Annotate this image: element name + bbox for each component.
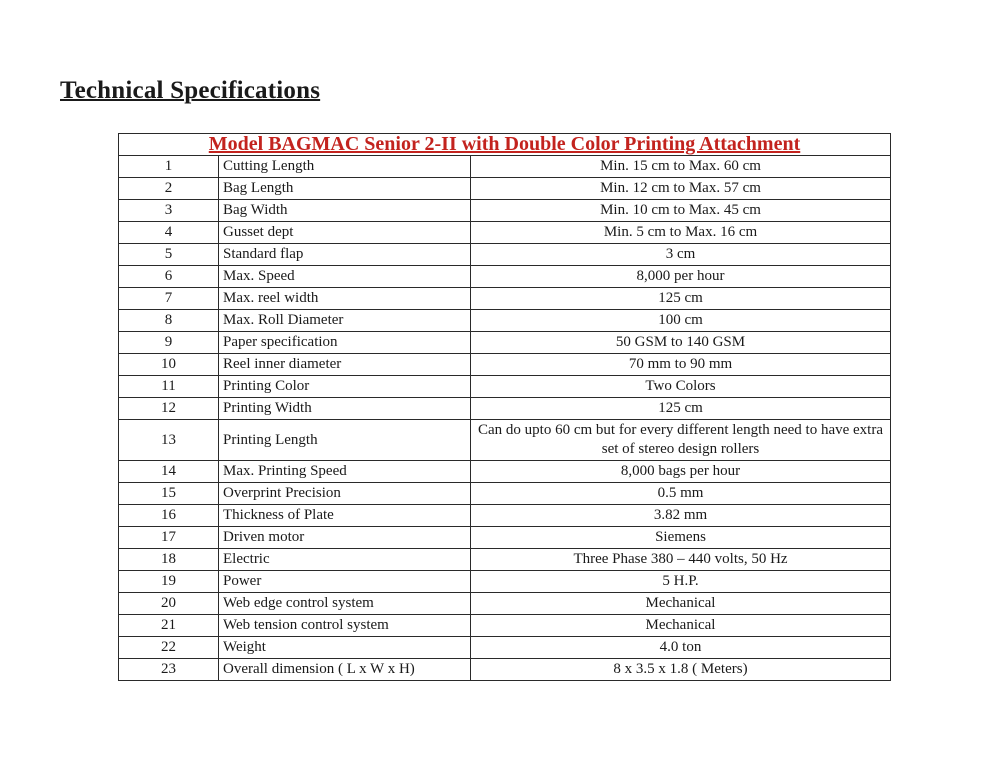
spec-value: Mechanical xyxy=(471,593,891,615)
spec-value: 8,000 per hour xyxy=(471,266,891,288)
row-number: 5 xyxy=(119,244,219,266)
table-row xyxy=(119,571,891,593)
spec-label: Overprint Precision xyxy=(219,483,471,505)
spec-value: Can do upto 60 cm but for every different length need to have extra set of stereo design rollers xyxy=(471,420,891,461)
table-row xyxy=(119,266,891,288)
row-number: 18 xyxy=(119,549,219,571)
table-row xyxy=(119,483,891,505)
row-number: 11 xyxy=(119,376,219,398)
row-number: 6 xyxy=(119,266,219,288)
spec-label: Power xyxy=(219,571,471,593)
spec-value: 125 cm xyxy=(471,288,891,310)
spec-value: Min. 5 cm to Max. 16 cm xyxy=(471,222,891,244)
spec-label: Thickness of Plate xyxy=(219,505,471,527)
spec-label: Max. reel width xyxy=(219,288,471,310)
row-number: 12 xyxy=(119,398,219,420)
row-number: 16 xyxy=(119,505,219,527)
spec-label: Cutting Length xyxy=(219,156,471,178)
table-row xyxy=(119,200,891,222)
spec-label: Bag Length xyxy=(219,178,471,200)
row-number: 20 xyxy=(119,593,219,615)
table-row xyxy=(119,420,891,461)
spec-label: Printing Color xyxy=(219,376,471,398)
table-row xyxy=(119,156,891,178)
spec-value: Two Colors xyxy=(471,376,891,398)
table-row xyxy=(119,354,891,376)
table-row xyxy=(119,178,891,200)
spec-label: Max. Roll Diameter xyxy=(219,310,471,332)
spec-value: Min. 15 cm to Max. 60 cm xyxy=(471,156,891,178)
row-number: 4 xyxy=(119,222,219,244)
spec-label: Weight xyxy=(219,637,471,659)
spec-label: Web tension control system xyxy=(219,615,471,637)
table-row xyxy=(119,332,891,354)
table-row xyxy=(119,527,891,549)
spec-value: Mechanical xyxy=(471,615,891,637)
row-number: 22 xyxy=(119,637,219,659)
table-row xyxy=(119,244,891,266)
row-number: 14 xyxy=(119,461,219,483)
row-number: 21 xyxy=(119,615,219,637)
row-number: 2 xyxy=(119,178,219,200)
table-row xyxy=(119,222,891,244)
spec-value: Siemens xyxy=(471,527,891,549)
spec-table xyxy=(118,133,891,681)
spec-label: Driven motor xyxy=(219,527,471,549)
table-row xyxy=(119,288,891,310)
spec-value: Three Phase 380 – 440 volts, 50 Hz xyxy=(471,549,891,571)
table-row xyxy=(119,593,891,615)
spec-label: Printing Length xyxy=(219,420,471,461)
row-number: 15 xyxy=(119,483,219,505)
spec-value: 0.5 mm xyxy=(471,483,891,505)
spec-label: Gusset dept xyxy=(219,222,471,244)
table-row xyxy=(119,461,891,483)
spec-table-container xyxy=(118,133,891,681)
spec-label: Printing Width xyxy=(219,398,471,420)
spec-value: Min. 10 cm to Max. 45 cm xyxy=(471,200,891,222)
table-row xyxy=(119,549,891,571)
table-row xyxy=(119,659,891,681)
spec-value: 100 cm xyxy=(471,310,891,332)
spec-value: Min. 12 cm to Max. 57 cm xyxy=(471,178,891,200)
spec-table-body xyxy=(119,156,891,681)
row-number: 17 xyxy=(119,527,219,549)
row-number: 23 xyxy=(119,659,219,681)
spec-label: Standard flap xyxy=(219,244,471,266)
table-row xyxy=(119,398,891,420)
table-row xyxy=(119,376,891,398)
row-number: 9 xyxy=(119,332,219,354)
row-number: 3 xyxy=(119,200,219,222)
spec-label: Overall dimension ( L x W x H) xyxy=(219,659,471,681)
table-row xyxy=(119,505,891,527)
spec-value: 4.0 ton xyxy=(471,637,891,659)
table-row xyxy=(119,637,891,659)
row-number: 13 xyxy=(119,420,219,461)
spec-value: 3 cm xyxy=(471,244,891,266)
page-title: Technical Specifications xyxy=(60,76,321,104)
spec-value: 5 H.P. xyxy=(471,571,891,593)
spec-value: 8,000 bags per hour xyxy=(471,461,891,483)
table-row xyxy=(119,310,891,332)
table-header-row xyxy=(119,134,891,156)
table-title: Model BAGMAC Senior 2-II with Double Color Printing Attachment xyxy=(119,134,891,156)
row-number: 1 xyxy=(119,156,219,178)
spec-value: 50 GSM to 140 GSM xyxy=(471,332,891,354)
spec-value: 125 cm xyxy=(471,398,891,420)
spec-label: Max. Speed xyxy=(219,266,471,288)
spec-label: Paper specification xyxy=(219,332,471,354)
spec-value: 70 mm to 90 mm xyxy=(471,354,891,376)
spec-label: Max. Printing Speed xyxy=(219,461,471,483)
spec-value: 8 x 3.5 x 1.8 ( Meters) xyxy=(471,659,891,681)
row-number: 8 xyxy=(119,310,219,332)
spec-value: 3.82 mm xyxy=(471,505,891,527)
spec-label: Web edge control system xyxy=(219,593,471,615)
row-number: 19 xyxy=(119,571,219,593)
row-number: 7 xyxy=(119,288,219,310)
spec-label: Reel inner diameter xyxy=(219,354,471,376)
table-row xyxy=(119,615,891,637)
spec-label: Bag Width xyxy=(219,200,471,222)
row-number: 10 xyxy=(119,354,219,376)
spec-label: Electric xyxy=(219,549,471,571)
